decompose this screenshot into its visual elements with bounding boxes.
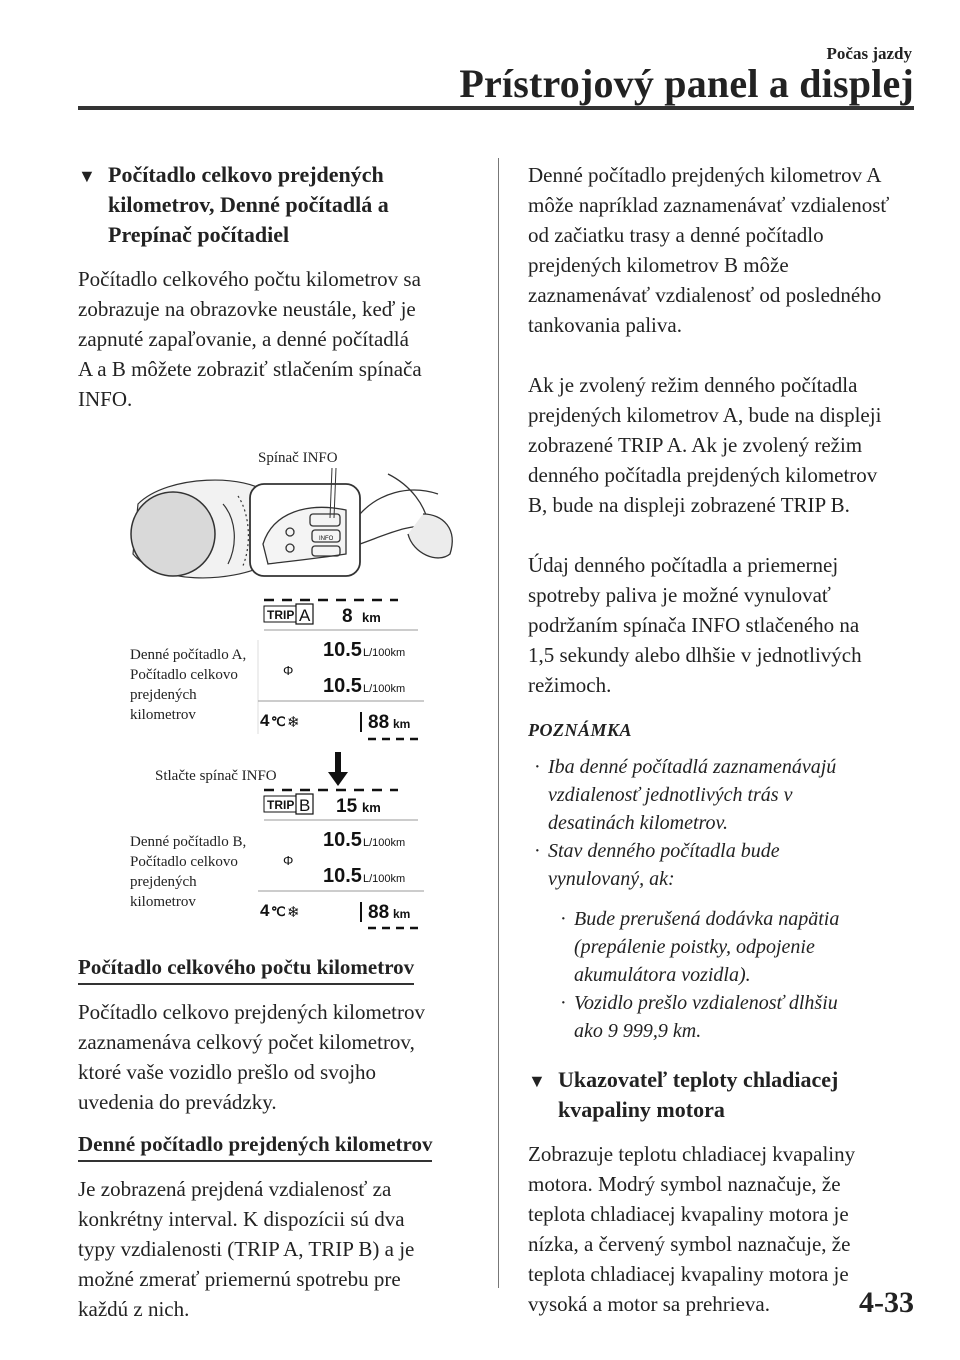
text-line: zaznamenávať vzdialenosť od posledného bbox=[528, 283, 882, 307]
text-line: vzdialenosť jednotlivých trás v bbox=[548, 784, 793, 806]
note-sub-bullet bbox=[528, 989, 923, 1045]
page-title: Prístrojový panel a displej bbox=[459, 61, 914, 106]
text-line: motora. Modrý symbol naznačuje, že bbox=[528, 1172, 841, 1196]
outside-temp: 4 bbox=[260, 711, 270, 730]
section-label: Počas jazdy bbox=[826, 44, 912, 63]
text-line: prejdených kilometrov A, bude na displeji bbox=[528, 403, 882, 427]
display-b-label-line: Denné počítadlo B, bbox=[130, 834, 247, 850]
text-line: od začiatku trasy a denné počítadlo bbox=[528, 223, 824, 247]
snowflake-icon: ❄ bbox=[287, 904, 300, 921]
text-line: tankovania paliva. bbox=[528, 313, 682, 337]
temp-unit: ℃ bbox=[271, 714, 286, 729]
trip-mode-paragraph bbox=[528, 370, 923, 520]
heading-line: kvapaliny motora bbox=[558, 1097, 725, 1122]
text-line: ako 9 999,9 km. bbox=[574, 1020, 702, 1042]
text-line: ktoré vaše vozidlo prešlo od svojho bbox=[78, 1060, 377, 1084]
bullet-dot-icon: · bbox=[560, 908, 567, 930]
heading-line: Ukazovateľ teploty chladiacej bbox=[558, 1067, 839, 1092]
steering-switch-drawing bbox=[250, 474, 452, 576]
subheading-tripmeter: Denné počítadlo prejdených kilometrov bbox=[78, 1129, 432, 1162]
header-rule bbox=[78, 106, 914, 110]
fuel-pump-icon: Φ bbox=[283, 663, 294, 678]
text-line: nízka, a červený symbol naznačuje, že bbox=[528, 1232, 851, 1256]
text-line: 1,5 sekundy alebo dlhšie v jednotlivých bbox=[528, 643, 862, 667]
bullet-dot-icon: · bbox=[560, 992, 567, 1014]
trip-usage-paragraph bbox=[528, 160, 923, 340]
fuel-economy-1: 10.5 bbox=[323, 639, 362, 661]
display-b bbox=[258, 790, 424, 928]
odometer-paragraph bbox=[78, 997, 468, 1117]
fuel-unit-2: L/100km bbox=[363, 873, 406, 885]
odometer-unit: km bbox=[393, 717, 411, 731]
display-b-label-line: Počítadlo celkovo bbox=[130, 854, 238, 870]
text-line: Stav denného počítadla bude bbox=[548, 840, 780, 862]
text-line: režimoch. bbox=[528, 673, 612, 697]
fuel-economy-2: 10.5 bbox=[323, 865, 362, 887]
trip-label: TRIP bbox=[267, 608, 295, 622]
heading-line: Prepínač počítadiel bbox=[108, 222, 290, 247]
trip-distance: 8 bbox=[342, 606, 353, 627]
text-line: môže napríklad zaznamenávať vzdialenosť bbox=[528, 193, 890, 217]
trip-label: TRIP bbox=[267, 798, 295, 812]
fuel-unit-1: L/100km bbox=[363, 647, 406, 659]
trip-letter: A bbox=[299, 606, 311, 625]
heading-line: Počítadlo celkovo prejdených bbox=[108, 162, 384, 187]
text-line: Denné počítadlo prejdených kilometrov A bbox=[528, 163, 882, 187]
text-line: podržaním spínača INFO stlačeného na bbox=[528, 613, 860, 637]
instrument-cluster-drawing bbox=[131, 480, 268, 578]
text-line: B, bude na displeji zobrazené TRIP B. bbox=[528, 493, 850, 517]
text-line: vysoká a motor sa prehrieva. bbox=[528, 1292, 771, 1316]
display-a bbox=[258, 600, 424, 739]
display-a-label-line: prejdených bbox=[130, 687, 197, 703]
text-line: uvedenia do prevádzky. bbox=[78, 1090, 277, 1114]
display-b-label-line: kilometrov bbox=[130, 894, 196, 910]
text-line: INFO. bbox=[78, 387, 133, 411]
odometer-illustration bbox=[78, 434, 468, 934]
reset-paragraph bbox=[528, 550, 923, 700]
display-a-label-line: Počítadlo celkovo bbox=[130, 667, 238, 683]
text-line: možné zmerať priemernú spotrebu pre bbox=[78, 1267, 401, 1291]
text-line: zaznamenáva celkový počet kilometrov, bbox=[78, 1030, 415, 1054]
note-bullet bbox=[528, 753, 923, 837]
trip-distance: 15 bbox=[336, 796, 358, 817]
text-line: spotreby paliva je možné vynulovať bbox=[528, 583, 831, 607]
text-line: zobrazuje na obrazovke neustále, keď je bbox=[78, 297, 416, 321]
fuel-economy-1: 10.5 bbox=[323, 829, 362, 851]
note-title: POZNÁMKA bbox=[528, 720, 633, 740]
text-line: zobrazené TRIP A. Ak je zvolený režim bbox=[528, 433, 863, 457]
display-a-label-line: Denné počítadlo A, bbox=[130, 647, 247, 663]
trip-unit: km bbox=[362, 610, 381, 625]
text-line: Iba denné počítadlá zaznamenávajú bbox=[548, 756, 837, 778]
page-number: 4-33 bbox=[859, 1286, 914, 1319]
trip-letter: B bbox=[299, 796, 311, 815]
tripmeter-paragraph bbox=[78, 1174, 468, 1324]
switch-info-text: INFO bbox=[319, 536, 334, 542]
odometer-figure bbox=[78, 434, 468, 934]
text-line: teplota chladiacej kvapaliny motora je bbox=[528, 1202, 849, 1226]
fuel-economy-2: 10.5 bbox=[323, 675, 362, 697]
text-line: konkrétny interval. K dispozícii sú dva bbox=[78, 1207, 405, 1231]
fuel-unit-1: L/100km bbox=[363, 837, 406, 849]
left-column bbox=[78, 160, 468, 1324]
outside-temp: 4 bbox=[260, 901, 270, 920]
bullet-dot-icon: · bbox=[534, 756, 541, 778]
text-line: Je zobrazená prejdená vzdialenosť za bbox=[78, 1177, 392, 1201]
note-bullet bbox=[528, 837, 923, 893]
text-line: desatinách kilometrov. bbox=[548, 812, 728, 834]
display-b-label-line: prejdených bbox=[130, 874, 197, 890]
text-line: teplota chladiacej kvapaliny motora je bbox=[528, 1262, 849, 1286]
info-switch-label: Spínač INFO bbox=[258, 450, 338, 466]
triangle-bullet-icon: ▼ bbox=[78, 166, 96, 186]
heading-line: kilometrov, Denné počítadlá a bbox=[108, 192, 389, 217]
text-line: (prepálenie poistky, odpojenie bbox=[574, 936, 815, 958]
column-divider bbox=[498, 158, 499, 1288]
snowflake-icon: ❄ bbox=[287, 714, 300, 731]
display-a-label-line: kilometrov bbox=[130, 707, 196, 723]
intro-paragraph bbox=[78, 264, 468, 414]
text-line: Bude prerušená dodávka napätia bbox=[574, 908, 840, 930]
text-line: vynulovaný, ak: bbox=[548, 868, 675, 890]
odometer-unit: km bbox=[393, 907, 411, 921]
text-line: Počítadlo celkového počtu kilometrov sa bbox=[78, 267, 421, 291]
right-column bbox=[528, 160, 923, 1319]
text-line: prejdených kilometrov B môže bbox=[528, 253, 789, 277]
press-info-label: Stlačte spínač INFO bbox=[155, 768, 277, 784]
section-heading-odometer bbox=[78, 160, 468, 250]
text-line: Zobrazuje teplotu chladiacej kvapaliny bbox=[528, 1142, 856, 1166]
section-heading-coolant bbox=[528, 1065, 923, 1125]
text-line: Ak je zvolený režim denného počítadla bbox=[528, 373, 858, 397]
fuel-pump-icon: Φ bbox=[283, 853, 294, 868]
text-line: zapnuté zapaľovanie, a denné počítadlá bbox=[78, 327, 409, 351]
text-line: Počítadlo celkovo prejdených kilometrov bbox=[78, 1000, 425, 1024]
text-line: každú z nich. bbox=[78, 1297, 190, 1321]
text-line: typy vzdialenosti (TRIP A, TRIP B) a je bbox=[78, 1237, 415, 1261]
text-line: Vozidlo prešlo vzdialenosť dlhšiu bbox=[574, 992, 838, 1014]
odometer-value: 88 bbox=[368, 712, 390, 733]
trip-unit: km bbox=[362, 800, 381, 815]
text-line: Údaj denného počítadla a priemernej bbox=[528, 553, 839, 577]
fuel-unit-2: L/100km bbox=[363, 683, 406, 695]
odometer-value: 88 bbox=[368, 902, 390, 923]
down-arrow-icon bbox=[328, 752, 348, 786]
subheading-odometer: Počítadlo celkového počtu kilometrov bbox=[78, 952, 414, 985]
text-line: akumulátora vozidla). bbox=[574, 964, 751, 986]
triangle-bullet-icon: ▼ bbox=[528, 1071, 546, 1091]
text-line: A a B môžete zobraziť stlačením spínača bbox=[78, 357, 422, 381]
bullet-dot-icon: · bbox=[534, 840, 541, 862]
text-line: denného počítadla prejdených kilometrov bbox=[528, 463, 878, 487]
note-sub-bullet bbox=[528, 905, 923, 989]
temp-unit: ℃ bbox=[271, 904, 286, 919]
